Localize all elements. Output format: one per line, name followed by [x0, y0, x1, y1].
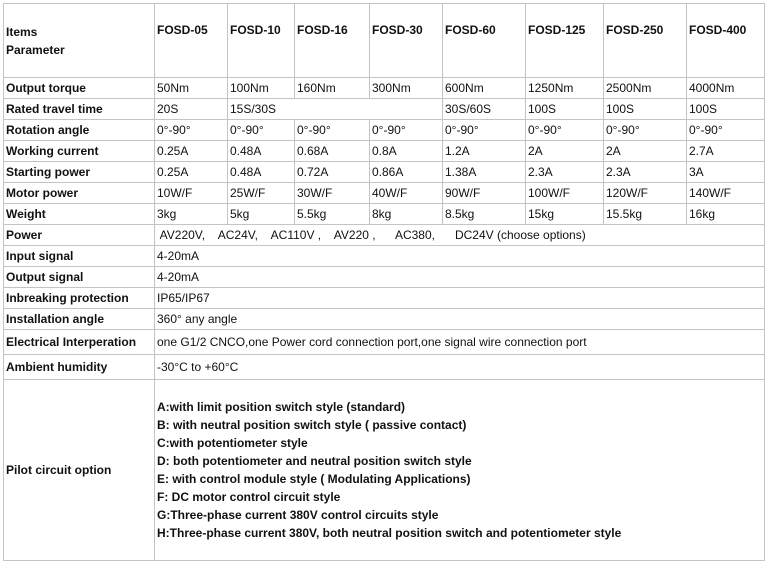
table-cell: 0.48A [228, 162, 295, 183]
row-label: Input signal [4, 246, 155, 267]
table-cell: 2500Nm [604, 78, 687, 99]
model-header: FOSD-125 [526, 4, 604, 78]
table-cell: 5kg [228, 204, 295, 225]
row-label: Working current [4, 141, 155, 162]
table-cell: 0°-90° [526, 120, 604, 141]
table-cell: 2A [526, 141, 604, 162]
weight-row [4, 204, 765, 225]
list-item: C:with potentiometer style [157, 436, 308, 450]
rotation-angle-row [4, 120, 765, 141]
table-cell: 50Nm [155, 78, 228, 99]
table-cell: 10W/F [155, 183, 228, 204]
table-cell: 15S/30S [228, 99, 443, 120]
table-cell: 8kg [370, 204, 443, 225]
model-header: FOSD-400 [687, 4, 765, 78]
list-item: D: both potentiometer and neutral position switch style [157, 454, 472, 468]
table-cell: IP65/IP67 [155, 288, 765, 309]
table-cell: 2A [604, 141, 687, 162]
row-label: Motor power [4, 183, 155, 204]
row-label: Rotation angle [4, 120, 155, 141]
output-torque-row [4, 78, 765, 99]
table-cell: 4-20mA [155, 246, 765, 267]
inbreaking-protection-row [4, 288, 765, 309]
table-cell: 600Nm [443, 78, 526, 99]
rated-travel-time-row [4, 99, 765, 120]
table-cell: 100S [526, 99, 604, 120]
list-item: F: DC motor control circuit style [157, 490, 341, 504]
table-cell: 120W/F [604, 183, 687, 204]
table-cell: 0°-90° [155, 120, 228, 141]
row-label: Electrical Interperation [4, 330, 155, 355]
motor-power-row [4, 183, 765, 204]
table-cell: -30°C to +60°C [155, 355, 765, 380]
list-item: A:with limit position switch style (standard) [157, 400, 406, 414]
table-cell: 0.8A [370, 141, 443, 162]
table-cell: 100Nm [228, 78, 295, 99]
list-item: B: with neutral position switch style ( passive contact) [157, 418, 467, 432]
model-header: FOSD-30 [370, 4, 443, 78]
pilot-options-list [157, 398, 762, 542]
table-cell: 140W/F [687, 183, 765, 204]
table-cell: 4000Nm [687, 78, 765, 99]
installation-angle-row [4, 309, 765, 330]
row-label: Output signal [4, 267, 155, 288]
table-cell: 30S/60S [443, 99, 526, 120]
table-cell: 2.3A [526, 162, 604, 183]
spec-table [3, 3, 765, 561]
table-cell: 20S [155, 99, 228, 120]
row-label: Weight [4, 204, 155, 225]
table-cell: 0.86A [370, 162, 443, 183]
table-cell: 16kg [687, 204, 765, 225]
table-cell: 40W/F [370, 183, 443, 204]
row-label: Starting power [4, 162, 155, 183]
table-cell: one G1/2 CNCO,one Power cord connection port,one signal wire connection port [155, 330, 765, 355]
table-cell: 0°-90° [228, 120, 295, 141]
table-cell: 360° any angle [155, 309, 765, 330]
table-cell: 0.25A [155, 141, 228, 162]
table-cell: 100W/F [526, 183, 604, 204]
row-label: Inbreaking protection [4, 288, 155, 309]
table-cell: 0°-90° [687, 120, 765, 141]
output-signal-row [4, 267, 765, 288]
model-header: FOSD-60 [443, 4, 526, 78]
table-cell: 300Nm [370, 78, 443, 99]
table-cell: 30W/F [295, 183, 370, 204]
working-current-row [4, 141, 765, 162]
table-cell: 3A [687, 162, 765, 183]
table-cell: AV220V, AC24V, AC110V , AV220 , AC380, DC24V (choose options) [155, 225, 765, 246]
input-signal-row [4, 246, 765, 267]
table-cell: 8.5kg [443, 204, 526, 225]
parameter-label: Parameter [6, 43, 65, 57]
model-header: FOSD-16 [295, 4, 370, 78]
table-cell: 3kg [155, 204, 228, 225]
table-cell: 0°-90° [604, 120, 687, 141]
model-header: FOSD-05 [155, 4, 228, 78]
table-cell: 4-20mA [155, 267, 765, 288]
row-label: Rated travel time [4, 99, 155, 120]
table-cell: 2.3A [604, 162, 687, 183]
items-label: Items [6, 25, 38, 39]
header-label-cell [4, 4, 155, 78]
table-cell: 1.38A [443, 162, 526, 183]
table-cell: 0.48A [228, 141, 295, 162]
table-cell: 90W/F [443, 183, 526, 204]
row-label: Ambient humidity [4, 355, 155, 380]
list-item: E: with control module style ( Modulating Applications) [157, 472, 471, 486]
row-label: Output torque [4, 78, 155, 99]
row-label: Pilot circuit option [4, 380, 155, 561]
list-item: H:Three-phase current 380V, both neutral position switch and potentiometer style [157, 526, 622, 540]
table-cell: 0°-90° [370, 120, 443, 141]
table-cell: 100S [687, 99, 765, 120]
row-label: Power [4, 225, 155, 246]
table-cell: 1250Nm [526, 78, 604, 99]
table-cell: 0°-90° [443, 120, 526, 141]
model-header: FOSD-10 [228, 4, 295, 78]
table-cell: 5.5kg [295, 204, 370, 225]
table-cell: 0.72A [295, 162, 370, 183]
pilot-options-cell [155, 380, 765, 561]
table-cell: 160Nm [295, 78, 370, 99]
table-cell: 1.2A [443, 141, 526, 162]
pilot-circuit-row [4, 380, 765, 561]
row-label: Installation angle [4, 309, 155, 330]
model-header: FOSD-250 [604, 4, 687, 78]
starting-power-row [4, 162, 765, 183]
table-cell: 15.5kg [604, 204, 687, 225]
table-cell: 0°-90° [295, 120, 370, 141]
power-row [4, 225, 765, 246]
table-cell: 100S [604, 99, 687, 120]
table-cell: 15kg [526, 204, 604, 225]
ambient-humidity-row [4, 355, 765, 380]
electrical-interperation-row [4, 330, 765, 355]
table-cell: 25W/F [228, 183, 295, 204]
table-cell: 0.68A [295, 141, 370, 162]
table-cell: 0.25A [155, 162, 228, 183]
header-row [4, 4, 765, 78]
table-cell: 2.7A [687, 141, 765, 162]
list-item: G:Three-phase current 380V control circuits style [157, 508, 439, 522]
